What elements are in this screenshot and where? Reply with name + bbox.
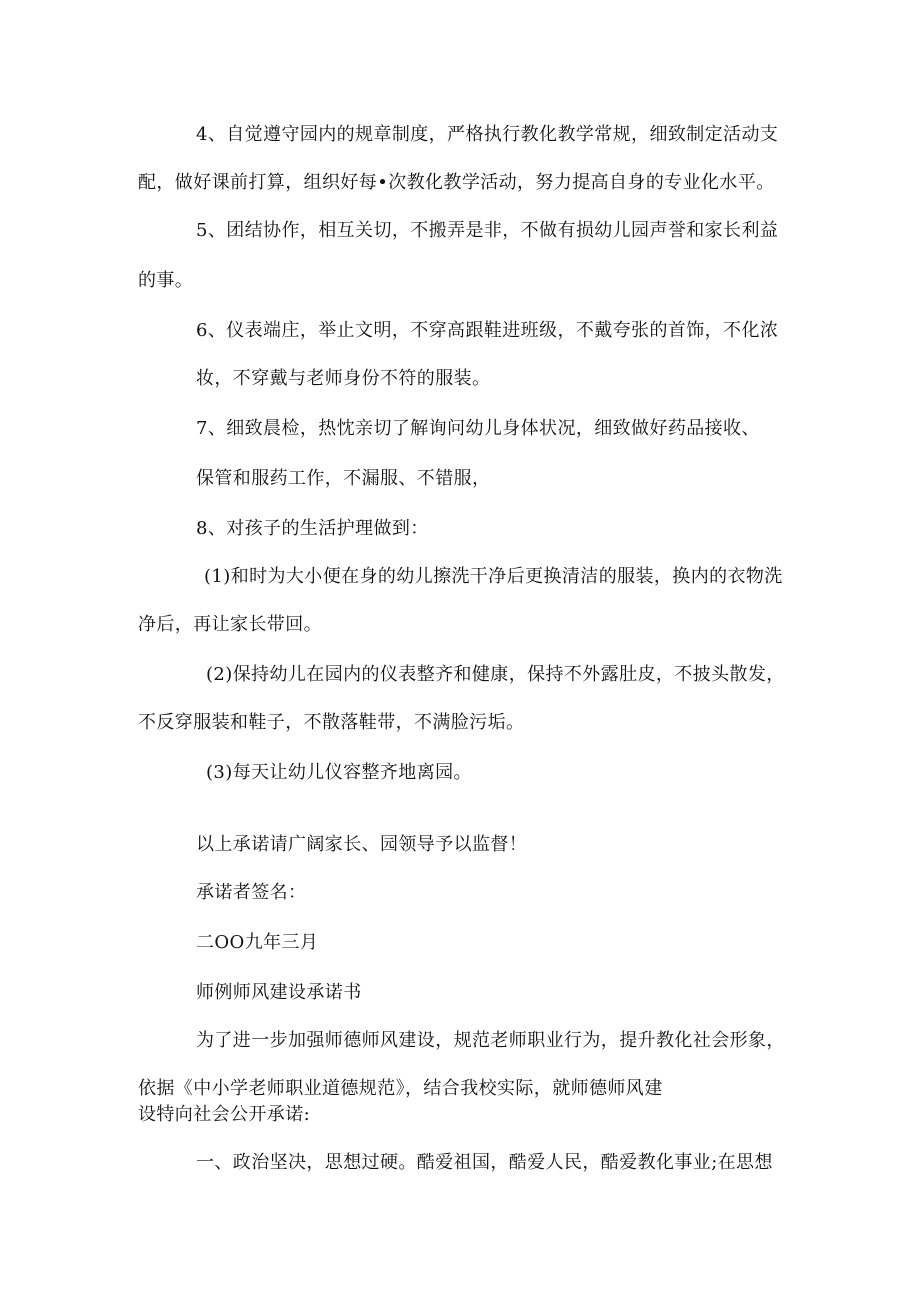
paragraph-line: 承诺者签名： [196, 882, 307, 903]
paragraph-line: 净后，再让家长带回。 [138, 614, 322, 635]
paragraph-line: 6、仪表端庄，举止文明，不穿高跟鞋进班级，不戴夸张的首饰，不化浓 [196, 320, 779, 341]
paragraph-line: 配，做好课前打算，组织好每•次教化教学活动，努力提高自身的专业化水平。 [138, 172, 775, 193]
paragraph-line: 二OO九年三月 [196, 932, 319, 953]
paragraph-line: 不反穿服装和鞋子，不散落鞋带，不满脸污垢。 [138, 712, 525, 733]
paragraph-line: 为了进一步加强师德师风建设，规范老师职业行为，提升教化社会形象， [196, 1030, 785, 1051]
paragraph-line: (3)每天让幼儿仪容整齐地离园。 [206, 762, 472, 783]
paragraph-line: 依据《中小学老师职业道德规范》，结合我校实际，就师德师风建 [138, 1078, 663, 1099]
paragraph-line: (2)保持幼儿在园内的仪表整齐和健康，保持不外露肚皮，不披头散发， [206, 664, 785, 685]
paragraph-line: 设特向社会公开承诺: [138, 1104, 311, 1125]
paragraph-line: (1)和时为大小便在身的幼儿擦洗干净后更换清洁的服装，换内的衣物洗 [204, 566, 783, 587]
paragraph-line: 保管和服药工作，不漏服、不错服， [196, 468, 491, 489]
paragraph-line: 8、对孩子的生活护理做到： [196, 518, 429, 539]
paragraph-line: 一、政治坚决，思想过硬。酷爱祖国，酷爱人民，酷爱教化事业;在思想 [196, 1152, 773, 1173]
paragraph-line: 妆，不穿戴与老师身份不符的服装。 [196, 368, 491, 389]
paragraph-line: 师例师风建设承诺书 [196, 982, 362, 1003]
paragraph-line: 的事。 [138, 270, 194, 291]
paragraph-line: 5、团结协作，相互关切，不搬弄是非，不做有损幼儿园声誉和家长利益 [196, 220, 779, 241]
paragraph-line: 7、细致晨检，热忱亲切了解询问幼儿身体状况，细致做好药品接收、 [196, 418, 760, 439]
paragraph-line: 4、自觉遵守园内的规章制度，严格执行教化教学常规，细致制定活动支 [196, 124, 779, 145]
paragraph-line: 以上承诺请广阔家长、园领导予以监督！ [196, 834, 528, 855]
